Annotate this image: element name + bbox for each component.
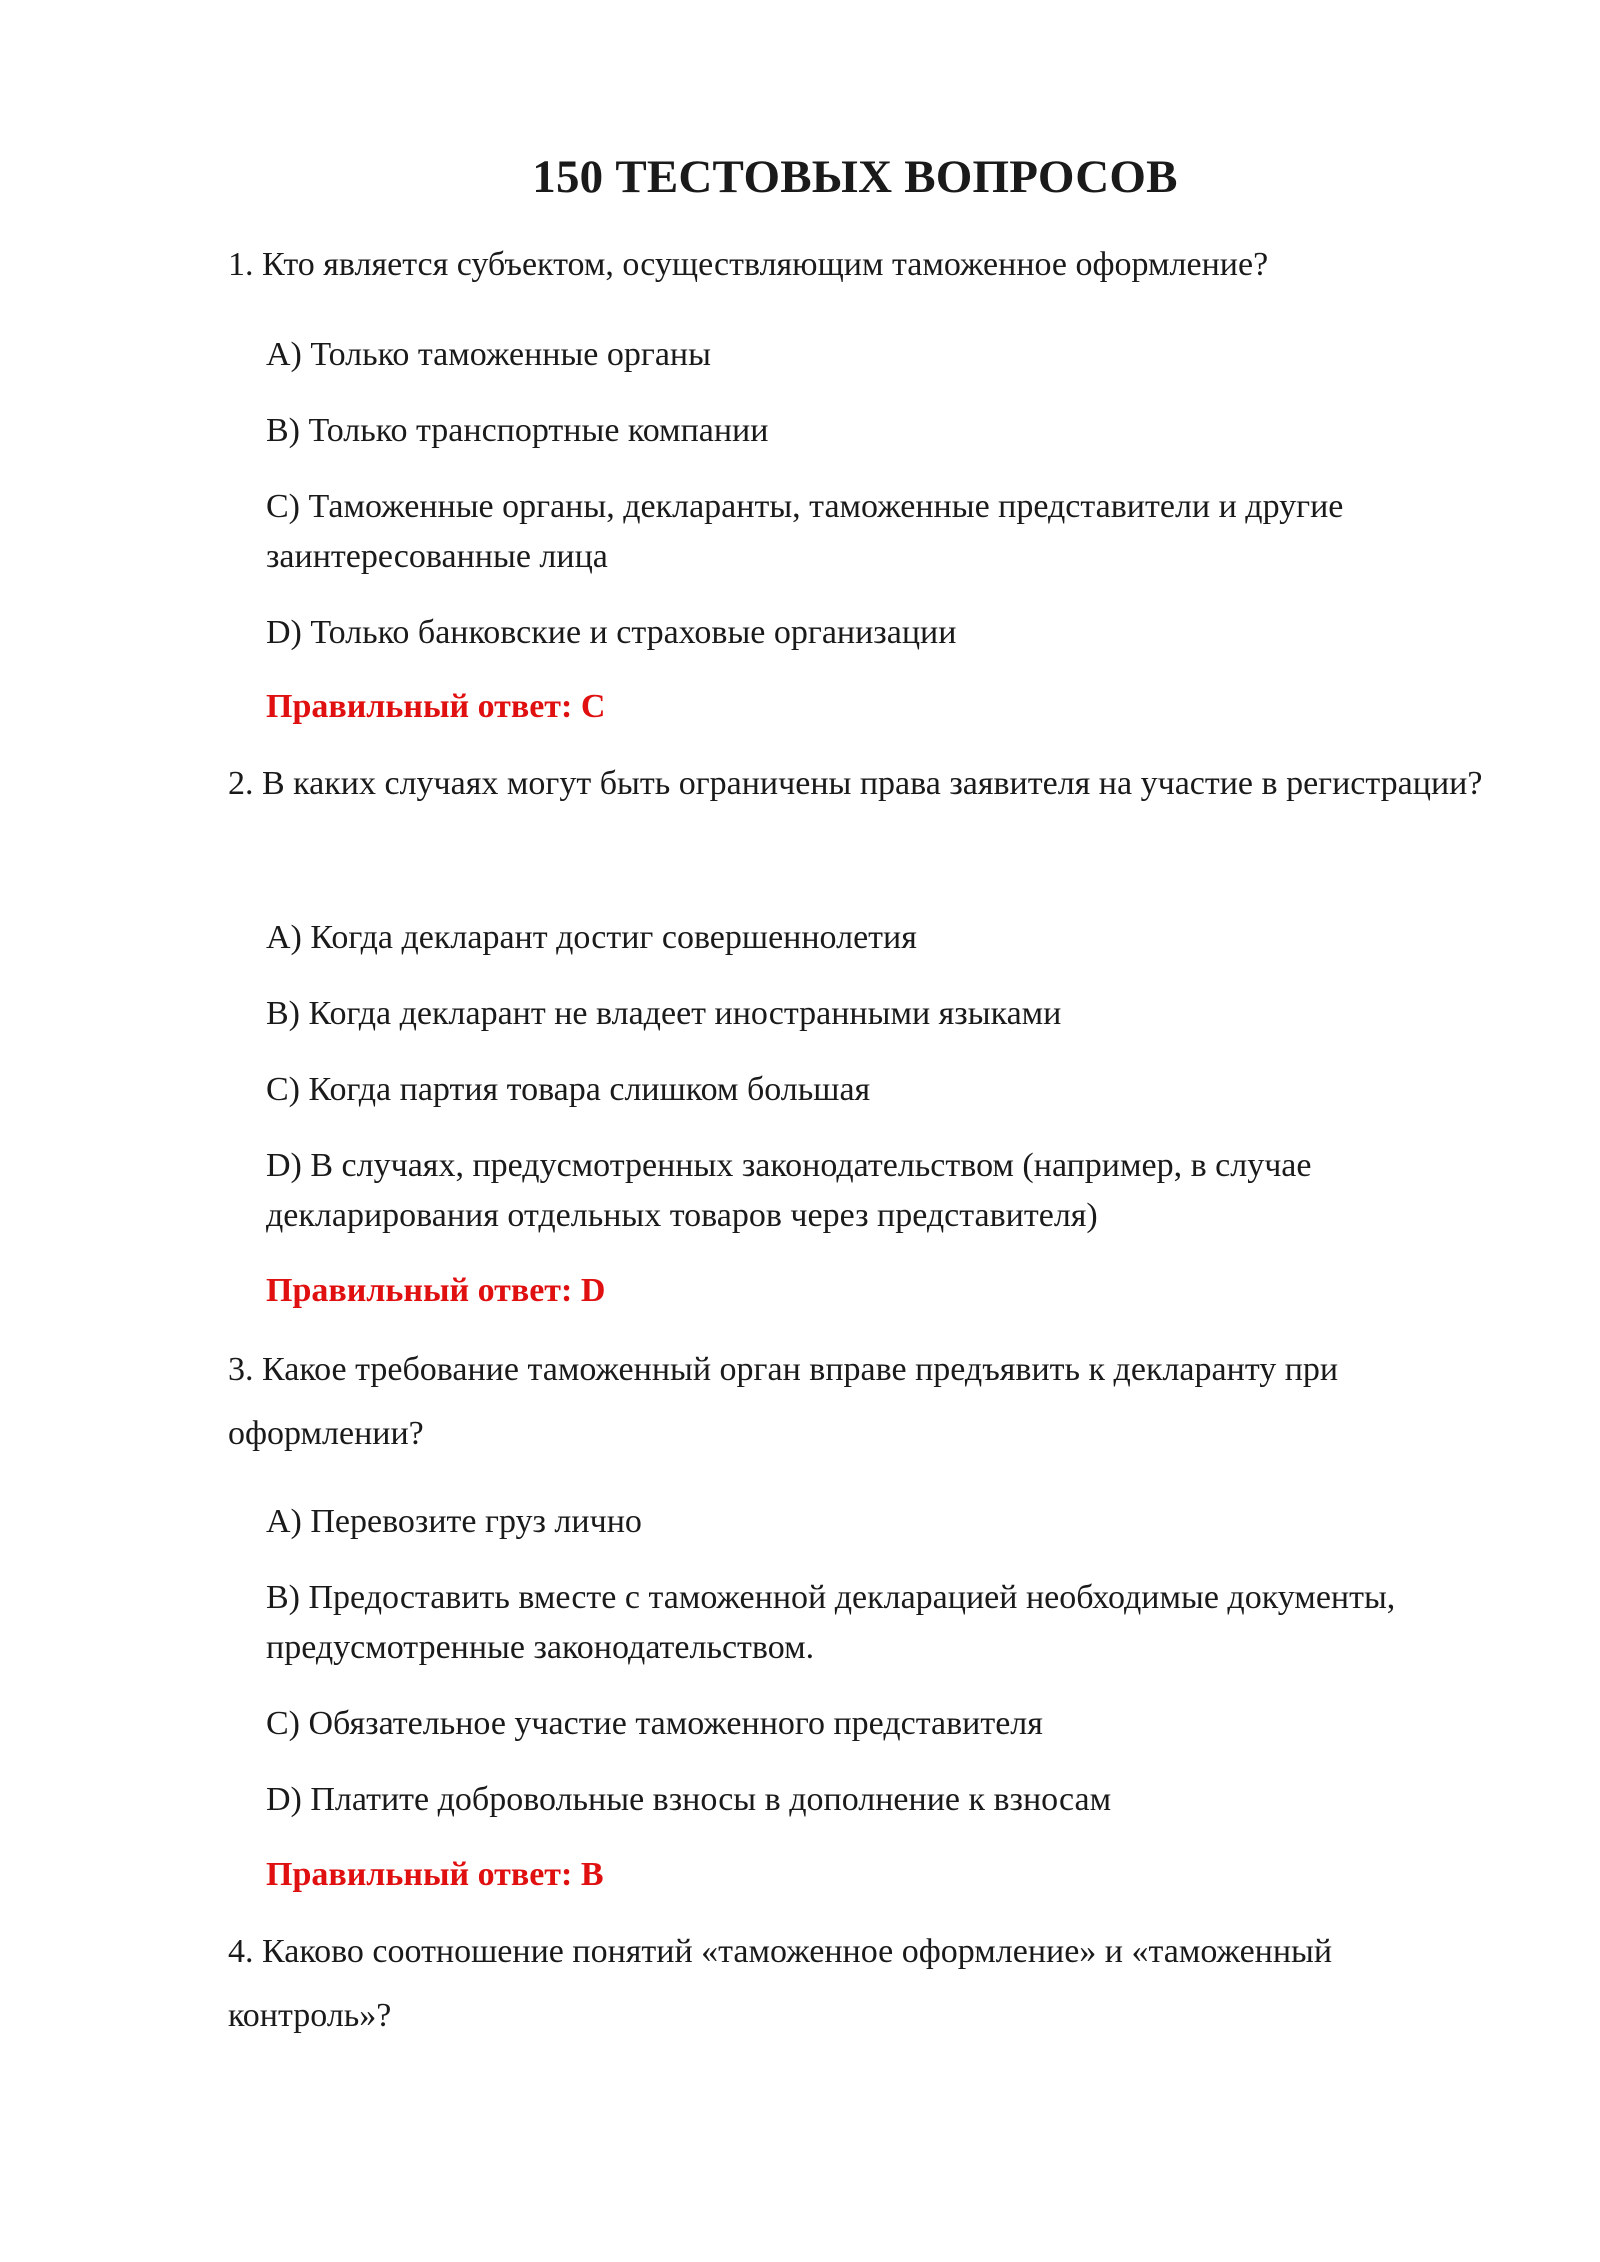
question-1-option-c: C) Таможенные органы, декларанты, таможенные представители и другие заинтересованные лица — [266, 488, 1344, 575]
question-3-option-b: B) Предоставить вместе с таможенной декларацией необходимые документы, предусмотренные законодательством. — [266, 1579, 1396, 1666]
question-3-answer: Правильный ответ: B — [266, 1856, 604, 1893]
question-3-option-d: D) Платите добровольные взносы в дополнение к взносам — [266, 1781, 1112, 1818]
question-2-option-a: A) Когда декларант достиг совершеннолетия — [266, 919, 917, 956]
question-3-option-c: C) Обязательное участие таможенного представителя — [266, 1705, 1043, 1742]
question-3-option-a: A) Перевозите груз лично — [266, 1503, 642, 1540]
question-1-answer: Правильный ответ: C — [266, 688, 606, 725]
question-1-option-d: D) Только банковские и страховые организации — [266, 614, 957, 651]
question-4-text: 4. Каково соотношение понятий «таможенное оформление» и «таможенный контроль»? — [228, 1933, 1333, 2034]
question-2-option-d: D) В случаях, предусмотренных законодательством (например, в случае декларирования отдельных товаров через представителя) — [266, 1147, 1312, 1234]
document-title: 150 ТЕСТОВЫХ ВОПРОСОВ — [532, 151, 1178, 203]
question-1-option-b: B) Только транспортные компании — [266, 412, 769, 449]
question-1-option-a: A) Только таможенные органы — [266, 336, 711, 373]
question-2-answer: Правильный ответ: D — [266, 1272, 606, 1309]
question-2-option-c: C) Когда партия товара слишком большая — [266, 1071, 871, 1108]
question-2-option-b: B) Когда декларант не владеет иностранными языками — [266, 995, 1062, 1032]
question-1-text: 1. Кто является субъектом, осуществляющим таможенное оформление? — [228, 246, 1269, 283]
question-2-text: 2. В каких случаях могут быть ограничены права заявителя на участие в регистрации? — [228, 765, 1483, 802]
question-3-text: 3. Какое требование таможенный орган вправе предъявить к декларанту при оформлении? — [228, 1351, 1339, 1452]
